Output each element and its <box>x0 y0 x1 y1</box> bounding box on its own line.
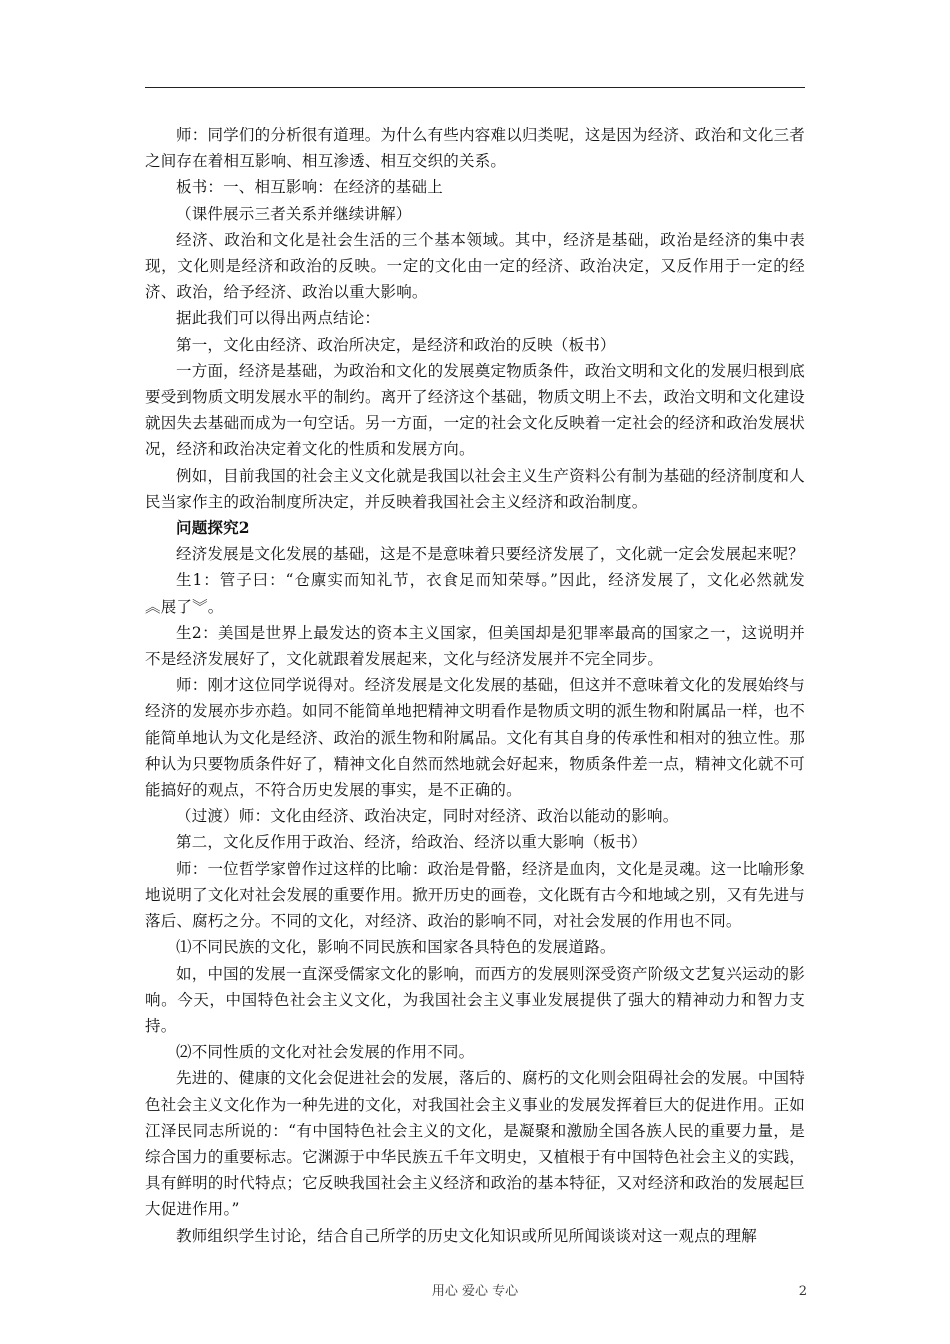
paragraph: 经济、政治和文化是社会生活的三个基本领域。其中，经济是基础，政治是经济的集中表现，文化则是经济和政治的反映。一定的文化由一定的经济、政治决定，又反作用于一定的经济、政治，给予经济、政治以重大影响。 <box>145 230 805 302</box>
paragraph: 先进的、健康的文化会促进社会的发展，落后的、腐朽的文化则会阻碍社会的发展。中国特色社会主义文化作为一种先进的文化，对我国社会主义事业的发展发挥着巨大的促进作用。正如江泽民同志所说的：“有中国特色社会主义的文化，是凝聚和激励全国各族人民的重要力量，是综合国力的重要标志。它渊源于中华民族五千年文明史，又植根于有中国特色社会主义的实践，具有鲜明的时代特点；它反映我国社会主义经济和政治的基本特征，又对经济和政治的发展起巨大促进作用。” <box>145 1069 805 1219</box>
paragraph: （过渡）师：文化由经济、政治决定，同时对经济、政治以能动的影响。 <box>176 807 679 826</box>
section-heading: 问题探究2 <box>176 518 250 538</box>
paragraph: 第二，文化反作用于政治、经济，给政治、经济以重大影响（板书） <box>176 833 648 852</box>
footer-slogan: 用心 爱心 专心 <box>431 1284 519 1299</box>
paragraph: 一方面，经济是基础，为政治和文化的发展奠定物质条件，政治文明和文化的发展归根到底要受到物质文明发展水平的制约。离开了经济这个基础，物质文明上不去，政治文明和文化建设就因失去基础而成为一句空话。另一方面，一定的社会文化反映着一定社会的经济和政治发展状况，经济和政治决定着文化的性质和发展方向。 <box>145 361 805 459</box>
paragraph: 第一，文化由经济、政治所决定，是经济和政治的反映（板书） <box>176 335 616 354</box>
paragraph: 生1：管子曰：“仓廪实而知礼节，衣食足而知荣辱。”因此，经济发展了，文化必然就发︽展了︾。 <box>145 571 805 616</box>
paragraph: 生2：美国是世界上最发达的资本主义国家，但美国却是犯罪率最高的国家之一，这说明并不是经济发展好了，文化就跟着发展起来，文化与经济发展并不完全同步。 <box>145 623 805 669</box>
paragraph: 板书：一、相互影响：在经济的基础上 <box>176 178 443 197</box>
paragraph: 师：刚才这位同学说得对。经济发展是文化发展的基础，但这并不意味着文化的发展始终与经济的发展亦步亦趋。如同不能简单地把精神文明看作是物质文明的派生物和附属品一样，也不能简单地认为文化是经济、政治的派生物和附属品。文化有其自身的传承性和相对的独立性。那种认为只要物质条件好了，精神文化自然而然地就会好起来，物质条件差一点，精神文化就不可能搞好的观点，不符合历史发展的事实，是不正确的。 <box>145 676 805 800</box>
header-rule <box>145 87 805 88</box>
paragraph: 据此我们可以得出两点结论： <box>176 309 381 328</box>
paragraph: （课件展示三者关系并继续讲解） <box>176 204 412 223</box>
paragraph: 师：一位哲学家曾作过这样的比喻：政治是骨骼，经济是血肉，文化是灵魂。这一比喻形象地说明了文化对社会发展的重要作用。掀开历史的画卷，文化既有古今和地域之别，又有先进与落后、腐朽之分。不同的文化，对经济、政治的影响不同，对社会发展的作用也不同。 <box>145 859 805 931</box>
paragraph: 师：同学们的分析很有道理。为什么有些内容难以归类呢，这是因为经济、政治和文化三者之间存在着相互影响、相互渗透、相互交织的关系。 <box>145 126 805 171</box>
paragraph: 经济发展是文化发展的基础，这是不是意味着只要经济发展了，文化就一定会发展起来呢？ <box>176 545 805 564</box>
paragraph: 教师组织学生讨论，结合自己所学的历史文化知识或所见所闻谈谈对这一观点的理解 <box>176 1226 757 1245</box>
page-number: 2 <box>798 1284 807 1299</box>
paragraph: 如，中国的发展一直深受儒家文化的影响，而西方的发展则深受资产阶级文艺复兴运动的影响。今天，中国特色社会主义文化，为我国社会主义事业发展提供了强大的精神动力和智力支持。 <box>145 964 805 1035</box>
paragraph: ⑴不同民族的文化，影响不同民族和国家各具特色的发展道路。 <box>176 938 616 957</box>
paragraph: 例如，目前我国的社会主义文化就是我国以社会主义生产资料公有制为基础的经济制度和人民当家作主的政治制度所决定，并反映着我国社会主义经济和政治制度。 <box>145 466 805 511</box>
paragraph: ⑵不同性质的文化对社会发展的作用不同。 <box>176 1043 475 1062</box>
document-body <box>145 122 805 1249</box>
